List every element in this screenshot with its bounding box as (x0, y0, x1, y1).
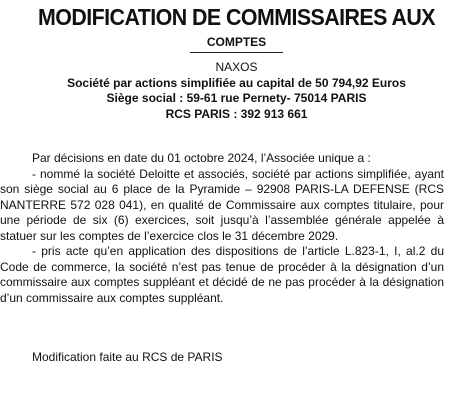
company-registered-office: Siège social : 59-61 rue Pernety- 75014 PARIS (106, 91, 367, 105)
company-registration: RCS PARIS : 392 913 661 (165, 106, 308, 121)
body-intro: Par décisions en date du 01 octobre 2024, l’Associée unique a : (32, 151, 371, 165)
body-item-appointment (0, 167, 444, 245)
title-divider (190, 52, 283, 53)
company-details (0, 60, 473, 122)
company-name: NAXOS (215, 60, 258, 74)
notice-footer: Modification faite au RCS de PARIS (32, 350, 223, 364)
body-item-appointment-text: - nommé la société Deloitte et associés, société par actions simplifiée, ayant son siège social au 6 place de la Pyramide – 92908 PARIS-LA DEFENSE (RCS NANTERRE 572 028 041), en qualité de Commissaire aux comptes titulaire, pour une période de six (6) exercices, soit jusqu’à l’assemblée générale appelée à statuer sur les comptes de l’exercice clos le 31 décembre 2029. (0, 166, 444, 243)
notice-body (0, 151, 444, 306)
body-item-acknowledgement-text: - pris acte qu’en application des dispositions de l’article L.823-1, I, al.2 du Code de commerce, la société n’est pas tenue de procéder à la désignation d’un commissaire aux comptes suppléant et décidé de ne pas procéder à la désignation d’un commissaire aux comptes suppléant. (0, 244, 444, 305)
company-legal-form: Société par actions simplifiée au capital de 50 794,92 Euros (67, 75, 406, 90)
body-item-acknowledgement (0, 244, 444, 306)
notice-subtitle: COMPTES (206, 35, 267, 49)
notice-title: MODIFICATION DE COMMISSAIRES AUX (38, 4, 435, 30)
